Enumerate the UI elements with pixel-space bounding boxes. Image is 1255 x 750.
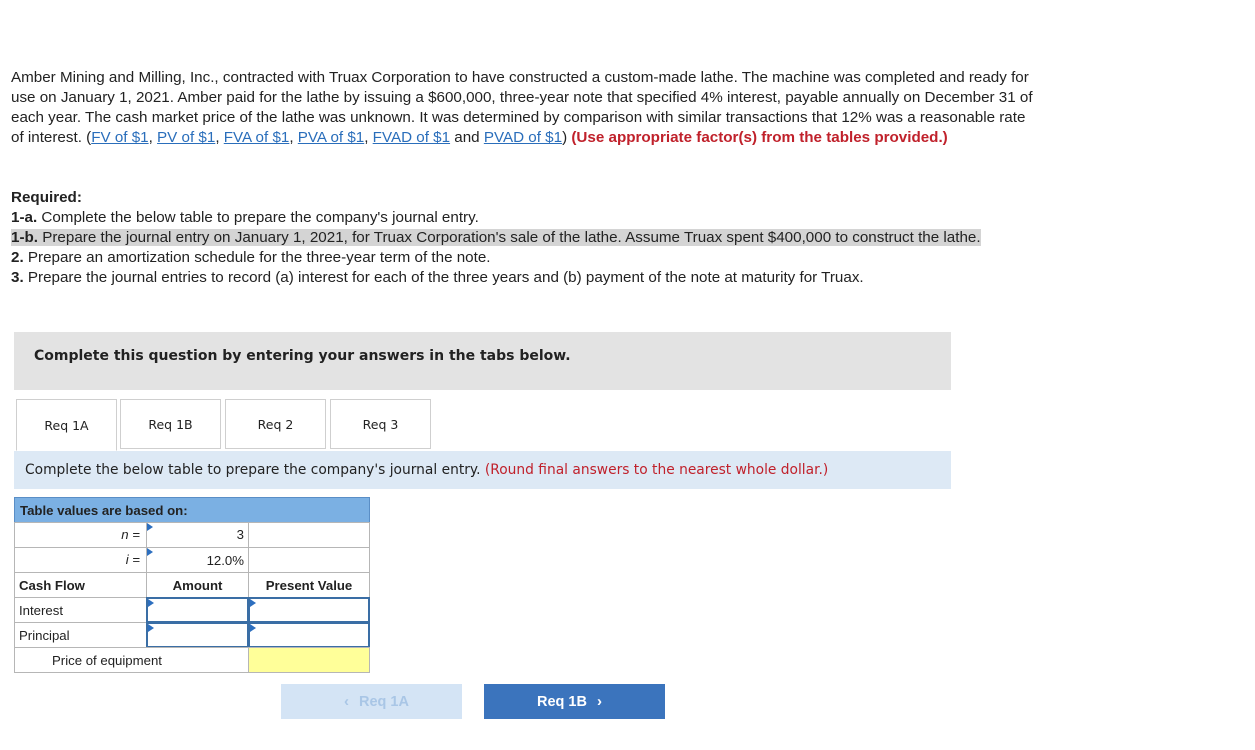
highlight — [11, 229, 981, 246]
tab-req-2[interactable]: Req 2 — [225, 399, 326, 449]
link-fva[interactable]: FVA of $1 — [223, 129, 290, 146]
next-button[interactable] — [484, 684, 665, 719]
factor-note: (Use appropriate factor(s) from the tables provided.) — [571, 129, 948, 146]
item-num: 3. — [11, 269, 24, 286]
required-item-3 — [11, 268, 1041, 288]
interest-amount-input[interactable] — [146, 597, 249, 623]
banner-text: Complete this question by entering your answers in the tabs below. — [34, 348, 571, 364]
item-num: 1-b. — [11, 229, 39, 246]
prev-button[interactable] — [281, 684, 462, 719]
required-section — [11, 188, 1041, 288]
item-text: Prepare the journal entries to record (a) interest for each of the three years and (b) payment of the note at maturity for Truax. — [23, 269, 864, 286]
item-num: 1-a. — [11, 209, 38, 226]
n-value[interactable]: 3 — [146, 522, 249, 548]
tabs-banner — [14, 332, 951, 390]
item-text: Prepare an amortization schedule for the three-year term of the note. — [23, 249, 491, 266]
required-item-1a — [11, 208, 1041, 228]
col-amount: Amount — [146, 572, 249, 598]
required-item-2 — [11, 248, 1041, 268]
sep: , — [215, 129, 224, 146]
and-text: and — [450, 129, 484, 146]
next-label: Req 1B — [537, 693, 587, 710]
row-interest-label: Interest — [14, 597, 147, 623]
col-cash-flow: Cash Flow — [14, 572, 147, 598]
table-header: Table values are based on: — [14, 497, 370, 523]
close-paren: ) — [562, 129, 572, 146]
required-item-1b — [11, 228, 1041, 248]
chevron-left-icon: ‹ — [344, 693, 350, 710]
tab-req-1b[interactable]: Req 1B — [120, 399, 221, 449]
sep: , — [289, 129, 298, 146]
link-pvad[interactable]: PVAD of $1 — [483, 129, 563, 146]
n-label: n = — [14, 522, 147, 548]
problem-text: Amber Mining and Milling, Inc., contracted with Truax Corporation to have constructed a custom-made lathe. The machine was completed and ready for use on January 1, 2021. Amber paid for the lathe by issuing a $600,000, three-year note that specified 4% interest, payable annually on December 31 of each year. The cash market price of the lathe was unknown. It was determined by comparison with similar transactions that 12% was a reasonable rate of interest. ( — [11, 69, 1033, 146]
principal-pv-input[interactable] — [248, 622, 370, 648]
required-heading: Required: — [11, 189, 82, 206]
link-pv[interactable]: PV of $1 — [157, 129, 216, 146]
price-pv-total — [248, 647, 370, 673]
empty-cell — [248, 547, 370, 573]
principal-amount-input[interactable] — [146, 622, 249, 648]
col-present-value: Present Value — [248, 572, 370, 598]
link-pva[interactable]: PVA of $1 — [297, 129, 365, 146]
i-value[interactable]: 12.0% — [146, 547, 249, 573]
row-principal-label: Principal — [14, 622, 147, 648]
item-text: Prepare the journal entry on January 1, 2021, for Truax Corporation's sale of the lathe. Assume Truax spent $400,000 to construct the lathe. — [38, 229, 981, 246]
chevron-right-icon: › — [596, 693, 602, 710]
item-text: Complete the below table to prepare the company's journal entry. — [37, 209, 479, 226]
tab-req-3[interactable]: Req 3 — [330, 399, 431, 449]
link-fvad[interactable]: FVAD of $1 — [372, 129, 451, 146]
prev-label: Req 1A — [359, 693, 409, 710]
instruction-strip — [14, 451, 951, 489]
problem-statement — [11, 68, 1036, 148]
sep: , — [364, 129, 373, 146]
instruction-note: (Round final answers to the nearest whole dollar.) — [484, 462, 829, 478]
sep: , — [148, 129, 158, 146]
link-fv[interactable]: FV of $1 — [91, 129, 149, 146]
row-price-label: Price of equipment — [14, 647, 249, 673]
empty-cell — [248, 522, 370, 548]
item-num: 2. — [11, 249, 24, 266]
tab-req-1a[interactable]: Req 1A — [16, 399, 117, 451]
instruction-text: Complete the below table to prepare the company's journal entry. — [25, 462, 485, 478]
interest-pv-input[interactable] — [248, 597, 370, 623]
i-label: i = — [14, 547, 147, 573]
